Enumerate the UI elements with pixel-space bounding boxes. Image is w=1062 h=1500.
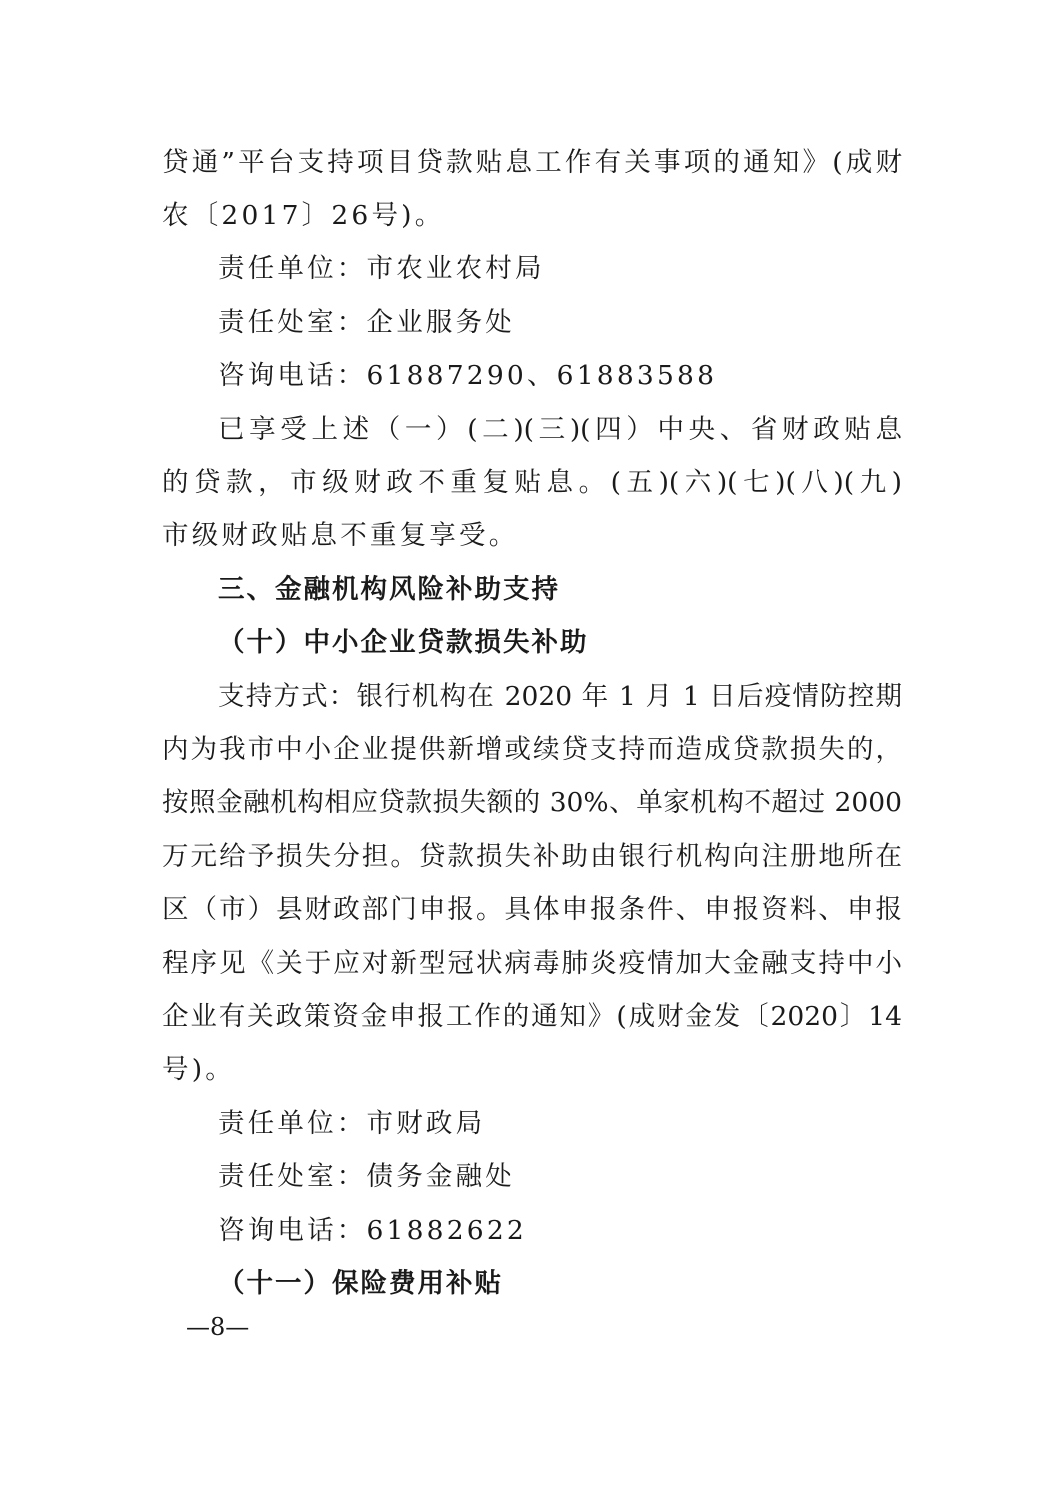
consult-phone: 咨询电话：61882622 xyxy=(218,1215,527,1246)
text-line: 区（市）县财政部门申报。具体申报条件、申报资料、申报 xyxy=(162,894,902,925)
text-line: 支持方式：银行机构在 2020 年 1 月 1 日后疫情防控期 xyxy=(218,681,902,712)
text-line: 贷通”平台支持项目贷款贴息工作有关事项的通知》(成财 xyxy=(162,147,902,178)
subsection-heading: （十）中小企业贷款损失补助 xyxy=(218,627,589,658)
text-line: 内为我市中小企业提供新增或续贷支持而造成贷款损失的， xyxy=(162,734,902,765)
consult-phone: 咨询电话：61887290、61883588 xyxy=(218,360,718,391)
text-line: 已享受上述（一）(二)(三)(四）中央、省财政贴息 xyxy=(218,414,902,445)
subsection-heading: （十一）保险费用补贴 xyxy=(218,1268,503,1299)
responsible-unit: 责任单位：市财政局 xyxy=(218,1108,486,1139)
page-number: —8— xyxy=(186,1313,250,1341)
responsible-office: 责任处室：债务金融处 xyxy=(218,1161,515,1192)
text-line: 按照金融机构相应贷款损失额的 30%、单家机构不超过 2000 xyxy=(162,787,902,818)
responsible-unit: 责任单位：市农业农村局 xyxy=(218,253,545,284)
text-line: 万元给予损失分担。贷款损失补助由银行机构向注册地所在 xyxy=(162,841,902,872)
section-heading: 三、金融机构风险补助支持 xyxy=(218,574,560,605)
text-line: 市级财政贴息不重复享受。 xyxy=(162,520,519,551)
text-line: 的贷款，市级财政不重复贴息。(五)(六)(七)(八)(九) xyxy=(162,467,902,498)
text-line: 程序见《关于应对新型冠状病毒肺炎疫情加大金融支持中小 xyxy=(162,948,902,979)
responsible-office: 责任处室：企业服务处 xyxy=(218,307,515,338)
text-line: 号)。 xyxy=(162,1054,235,1085)
text-line: 农〔2017〕26号)。 xyxy=(162,200,445,231)
text-line: 企业有关政策资金申报工作的通知》(成财金发〔2020〕14 xyxy=(162,1001,902,1032)
